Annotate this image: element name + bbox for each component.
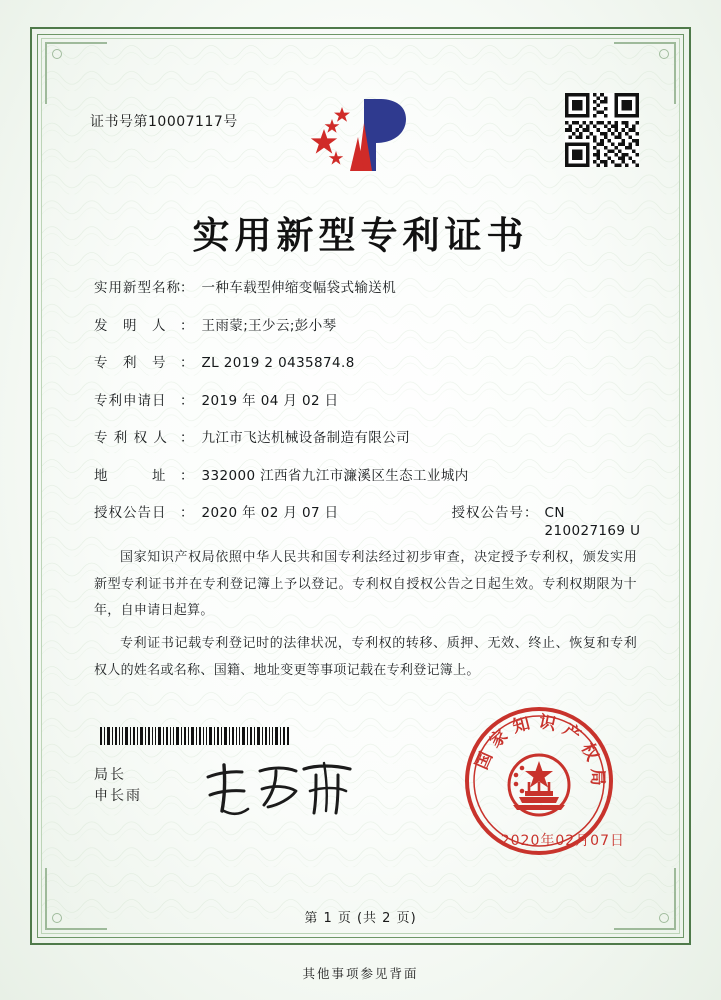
cnipa-logo-icon — [302, 93, 420, 179]
legal-text-block — [94, 545, 637, 690]
seal-arc-text: 国家知识产权局 — [471, 711, 608, 793]
field-row-grant-announcement — [94, 505, 643, 540]
field-label: 授权公告日 — [94, 505, 167, 522]
back-side-note: 其他事项参见背面 — [302, 966, 419, 981]
field-colon: ： — [180, 505, 194, 522]
field-colon: ： — [180, 467, 194, 484]
field-extra-value: CN 210027169 U — [544, 505, 641, 539]
field-extra-label: 授权公告号： — [451, 505, 539, 522]
field-value: 2020 年 02 月 07 日 — [201, 505, 339, 522]
field-row-utility-model-name — [94, 280, 643, 298]
field-row-inventors — [94, 318, 643, 336]
field-value: ZL 2019 2 0435874.8 — [201, 355, 355, 372]
director-title-label: 局长 — [94, 767, 126, 783]
field-colon: ： — [180, 355, 194, 372]
field-row-patentee — [94, 430, 643, 448]
field-value: 2019 年 04 月 02 日 — [201, 392, 339, 409]
field-colon: ： — [180, 430, 194, 447]
field-label: 专 利 权 人 — [94, 430, 168, 447]
fields-list — [94, 280, 643, 560]
field-colon: ： — [180, 317, 194, 334]
field-row-application-date — [94, 393, 643, 411]
field-value: 332000 江西省九江市濂溪区生态工业城内 — [201, 467, 469, 484]
field-label: 发 明 人 — [94, 317, 167, 334]
field-row-address — [94, 468, 643, 486]
field-colon: ： — [180, 392, 194, 409]
qr-code-icon — [565, 93, 639, 167]
field-row-patent-number — [94, 355, 643, 373]
field-value: 一种车载型伸缩变幅袋式输送机 — [201, 280, 397, 296]
director-name-label: 申长雨 — [94, 788, 142, 804]
field-value: 九江市飞达机械设备制造有限公司 — [201, 430, 410, 447]
field-label: 地 址 — [94, 467, 167, 484]
field-label: 专 利 号 — [94, 355, 167, 372]
page-number: 第 1 页 (共 2 页) — [304, 911, 417, 926]
legal-paragraph-2: 专利证书记载专利登记时的法律状况，专利权的转移、质押、无效、终止、恢复和专利权人的姓名或名称、国籍、地址变更等事项记载在专利登记簿上。 — [94, 635, 637, 678]
seal-date: 2020年02月07日 — [500, 833, 625, 849]
legal-paragraph-1: 国家知识产权局依照中华人民共和国专利法经过初步审查，决定授予专利权，颁发实用新型专利证书并在专利登记簿上予以登记。专利权自授权公告之日起生效。专利权期限为十年，自申请日起算。 — [94, 550, 637, 619]
field-label: 实用新型名称 — [94, 280, 181, 296]
barcode-icon — [100, 727, 290, 745]
handwritten-signature — [198, 755, 368, 825]
field-colon: ： — [180, 280, 194, 296]
page-title: 实用新型专利证书 — [192, 214, 529, 257]
signature-block — [94, 765, 142, 807]
certificate-content — [58, 55, 663, 926]
certificate-number: 证书号第10007117号 — [90, 114, 238, 130]
field-value: 王雨蒙;王少云;彭小琴 — [201, 317, 337, 334]
field-label: 专利申请日 — [94, 392, 167, 409]
